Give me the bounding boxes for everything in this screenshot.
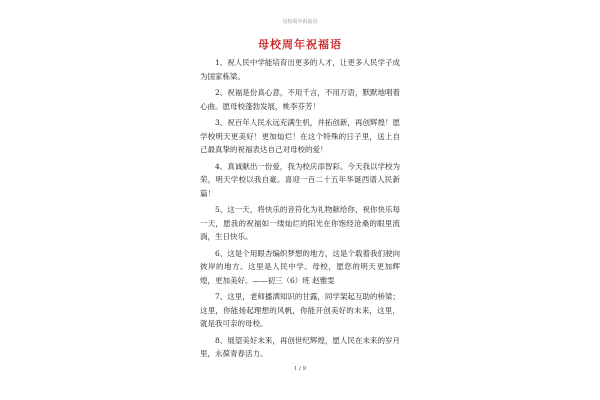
- document-title: 母校周年祝福语: [258, 38, 342, 51]
- paragraph: 3、祝百年人民永远充满生机，并拓创新，再创辉煌！愿学校明天更美好！更加灿烂！在这个特殊的日子里，送上自己最真挚的祝福表达自己对母校的爱！: [200, 118, 400, 154]
- page-header: 母校周年祝福语: [282, 19, 318, 25]
- paragraph: 2、祝福是份真心意，不用千言，不用万语，默默地唱着心曲。愿母校蓬勃发展，桃李芬芳！: [200, 88, 400, 111]
- paragraph: 6、这是个用眼杏编织梦想的地方，这是个载着我们驶向彼岸的地方。这里是人民中学。母校，愿您的明天更加辉煌，更加美好。——初三（6）班 赵雅雯: [200, 248, 400, 285]
- page-number: 1 / 9: [293, 366, 307, 372]
- document-body: [200, 56, 400, 364]
- paragraph: 8、展望美好未来，再创世纪辉煌，愿人民在未来的岁月里，永葆青春活力。: [200, 335, 400, 358]
- paragraph: 4、真诚献出一份爱，我为校庆添智彩。今天我以学校为荣，明天学校以我自豪。喜迎一百二十五年华诞西谱人民新篇！: [200, 161, 400, 198]
- paragraph: 1、祝人民中学能培育出更多的人才，让更多人民学子成为国家栋梁。: [200, 58, 400, 81]
- paragraph: 5、这一天，将快乐的音符化为礼物献给你，祝你快乐每一天，愿我的祝福如一缕灿烂的阳光在你饱经沧桑的眼里流淌，生日快乐。: [200, 205, 400, 241]
- paragraph: 7、这里，老师播洒知识的甘露，同学架起互助的桥梁；这里，你能扬起理想的风帆，你能开创美好的未来，这里，就是我可亲的母校。: [200, 292, 400, 328]
